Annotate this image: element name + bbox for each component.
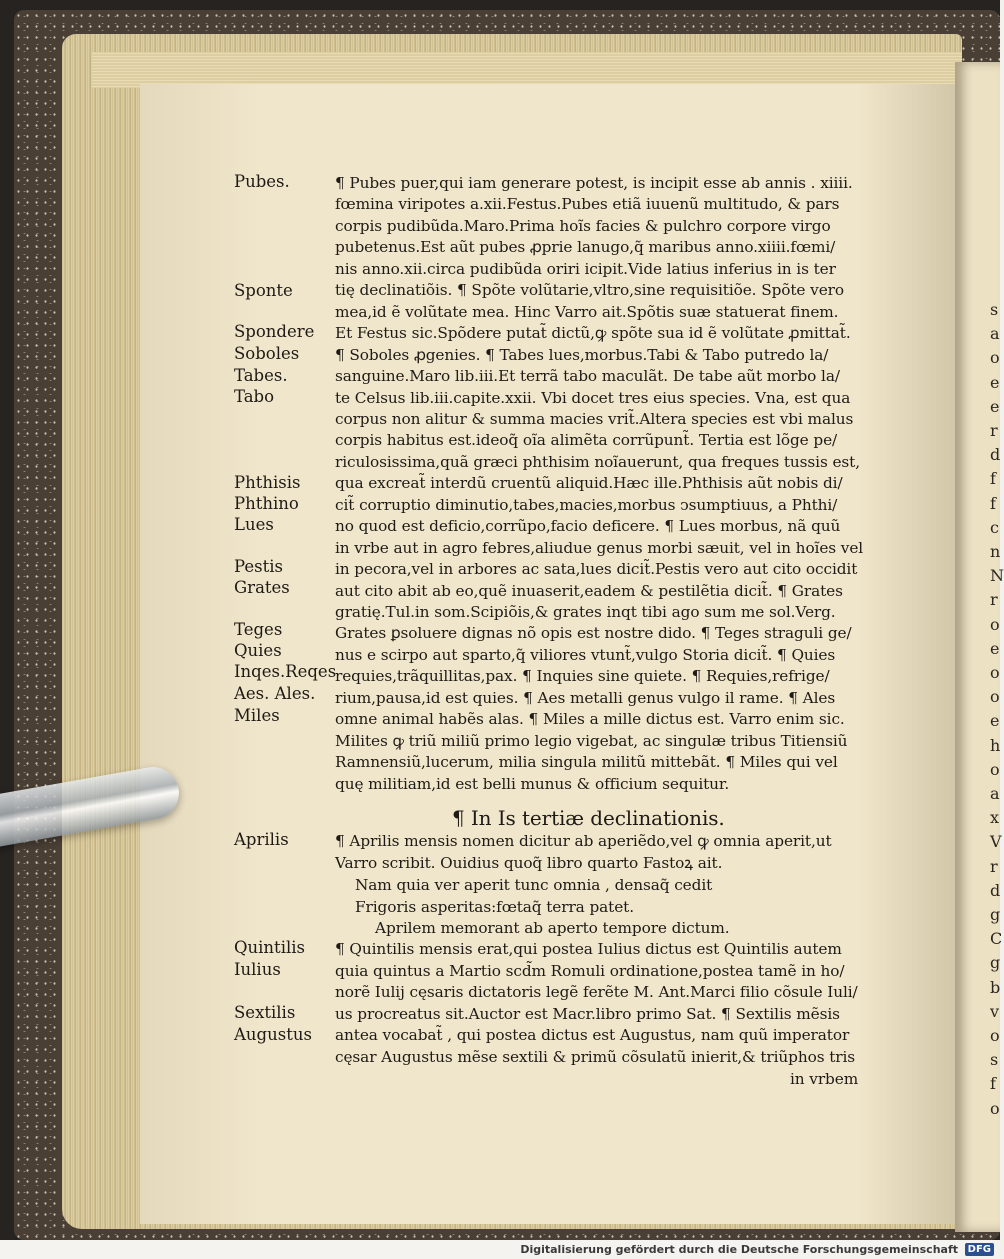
text-line: aut cito abit ab eo,quẽ inuaserit,eadem & pestilẽtia dicit̃. ¶ Grates [335,581,843,600]
margin-label: Spondere [234,322,315,341]
margin-label: Soboles [234,344,300,363]
edge-letter: r [990,421,998,440]
text-line: nis anno.xii.circa pudibũda oriri icipit.Vide latius inferius in is ter [335,259,836,278]
text-line: fœmina viripotes a.xii.Festus.Pubes etiã iuuenũ multitudo, & pars [335,195,840,214]
margin-label: Sextilis [234,1003,296,1022]
edge-letter: a [990,784,1000,803]
edge-letter: e [990,372,1000,392]
edge-letter: r [990,856,998,876]
text-line: Et Festus sic.Spõdere putat̃ dictũ,ꝙ spõte sua id ẽ volũtate ꝓmittat̃. [335,324,851,343]
margin-label: Teges [234,620,283,639]
left-page [140,84,955,1224]
margin-label: Lues [234,515,274,534]
catchword: in vrbem [790,1070,859,1088]
text-line: quę militiam,id est belli munus & officium sequitur. [335,774,730,793]
edge-letter: o [990,1098,1000,1118]
margin-label: Miles [234,706,280,725]
edge-letter: o [990,614,1000,634]
edge-letter: e [990,396,1000,416]
text-line: Ramnensiũ,lucerum, milia singula militũ mittebãt. ¶ Miles qui vel [335,753,838,772]
footer-bar [0,1240,1000,1259]
margin-label: Phthisis [234,473,301,492]
text-line: ¶ Aprilis mensis nomen dicitur ab aperiẽdo,vel ꝙ omnia aperit,ut [335,832,832,850]
text-line: sanguine.Maro lib.iii.Et terrã tabo maculãt. De tabe aũt morbo la/ [335,367,840,386]
margin-label: Augustus [234,1025,312,1044]
text-line: corpis habitus est.ideoq̃ oĩa alimẽta corrũpunt̃. Tertia est lõge pe/ [335,431,838,450]
margin-label: Pestis [234,557,283,576]
funding-credit: Digitalisierung gefördert durch die Deutsche Forschungsgemeinschaft [520,1243,958,1256]
text-line: riculosissima,quã græci phthisim noĩauerunt, qua freques tussis est, [335,452,860,471]
margin-label: Phthino [234,494,299,513]
margin-label: Quies [234,641,282,660]
text-line: rium,pausa,id est quies. ¶ Aes metalli genus vulgo il rame. ¶ Ales [335,688,836,707]
edge-letter: x [990,808,1000,828]
margin-label: Aprilis [234,830,289,849]
text-line: norẽ Iulij cęsaris dictatoris legẽ ferẽte M. Ant.Marci filio cõsule Iuli/ [335,983,858,1001]
edge-letter: h [990,735,1001,755]
section-heading: ¶ In Is tertiæ declinationis. [452,806,725,830]
text-line: ¶ Pubes puer,qui iam generare potest, is incipit esse ab annis . xiiii. [335,174,853,192]
text-line: pubetenus.Est aũt pubes ꝓprie lanugo,q̃ maribus anno.xiiii.fœmi/ [335,238,836,257]
edge-letter: d [990,445,1001,465]
edge-letter: o [990,759,1000,779]
text-line: in pecora,vel in arbores ac sata,lues dicit̃.Pestis vero aut cito occidit [335,560,858,579]
edge-letter: g [990,905,1001,924]
edge-letter: d [990,880,1001,900]
verse-line: Frigoris asperitas:fœtaq̃ terra patet. [355,897,634,916]
margin-label: Tabo [234,387,275,406]
edge-letter: e [990,711,1000,731]
text-line: ¶ Soboles ꝓgenies. ¶ Tabes lues,morbus.Tabi & Tabo putredo la/ [335,345,829,364]
text-line: Milites ꝙ triũ miliũ primo legio vigebat, ac singulæ tribus Titiensiũ [335,731,848,750]
text-line: corpis pudibũda.Maro.Prima hoĩs facies & pulchro corpore virgo [335,216,831,235]
text-line: nus e scirpo aut sparto,q̃ viliores vtunt̃,vulgo Storia dicit̃. ¶ Quies [335,645,836,664]
edge-letter: o [990,1026,1000,1045]
text-line: cęsar Augustus mẽse sextili & primũ cõsulatũ inierit,& triũphos tris [335,1047,856,1066]
dfg-logo: DFG [965,1243,994,1256]
text-line: corpus non alitur & summa macies vrit̃.Altera species est vbi malus [335,409,854,428]
text-line: ¶ Quintilis mensis erat,qui postea Iulius dictus est Quintilis autem [335,940,842,958]
edge-letter: o [990,663,1000,682]
edge-letter: f [990,493,996,513]
text-line: us procreatus sit.Auctor est Macr.libro primo Sat. ¶ Sextilis mẽsis [335,1004,840,1023]
margin-label: Aes. Ales. [234,684,316,703]
text-line: qua excreat̃ interdũ cruentũ aliquid.Hæc ille.Phthisis aũt nobis di/ [335,474,843,493]
text-line: omne animal habẽs alas. ¶ Miles a mille dictus est. Varro enim sic. [335,710,845,729]
edge-letter: n [990,542,1001,561]
text-line: no quod est deficio,corrũpo,facio deficere. ¶ Lues morbus, nã quũ [335,517,841,536]
verse-line: Nam quia ver aperit tunc omnia , densaq̃ cedit [355,876,713,894]
edge-letter: C [990,929,1003,949]
edge-letter: r [990,590,998,610]
margin-label: Tabes. [234,366,288,385]
text-line: tię declinatiõis. ¶ Spõte volũtarie,vltro,sine requisitiõe. Spõte vero [335,281,844,300]
edge-letter: o [990,687,1000,707]
margin-label: Pubes. [234,172,290,191]
margin-label: Iulius [234,960,281,979]
margin-label: Inqes.Reqes [234,662,337,681]
edge-letter: b [990,977,1001,997]
edge-letter: c [990,517,999,537]
text-line: cit̃ corruptio diminutio,tabes,macies,morbus ↄsumptiuus, a Phthi/ [335,495,838,514]
text-line: te Celsus lib.iii.capite.xxii. Vbi docet tres eius species. Vna, est qua [335,388,851,407]
margin-label: Grates [234,578,290,597]
margin-label: Quintilis [234,938,305,957]
margin-label: Sponte [234,281,293,300]
edge-letter: s [990,1050,999,1070]
text-line: quia quintus a Martio scd̃m Romuli ordinatione,postea tamẽ in ho/ [335,961,845,980]
edge-letter: f [990,469,996,489]
edge-letter: a [990,324,1000,344]
edge-letter: e [990,638,1000,658]
edge-letter: V [990,832,1002,852]
edge-letter: o [990,348,1000,368]
edge-letter: f [990,1074,996,1094]
edge-letter: N [990,566,1004,586]
page-edges-top [92,52,962,88]
edge-letter: s [990,300,999,319]
text-line: in vrbe aut in agro febres,aliudue genus morbi sæuit, vel in hoĩes vel [335,538,864,557]
text-line: gratię.Tul.in som.Scipiõis,& grates inqt tibi ago sum me sol.Verg. [335,603,836,621]
edge-letter: g [990,953,1001,973]
text-line: Varro scribit. Ouidius quoq̃ libro quarto Fastoꝝ ait. [335,853,723,872]
verse-line: Aprilem memorant ab aperto tempore dictum. [375,919,730,937]
text-line: mea,id ẽ volũtate mea. Hinc Varro ait.Spõtis suæ statuerat finem. [335,302,839,321]
edge-letter: v [990,1001,1000,1021]
text-line: requies,trãquillitas,pax. ¶ Inquies sine quiete. ¶ Requies,refrige/ [335,667,830,686]
text-line: antea vocabat̃ , qui postea dictus est Augustus, nam quũ imperator [335,1026,850,1044]
text-line: Grates ꝑsoluere dignas nõ opis est nostre dido. ¶ Teges straguli ge/ [335,624,852,643]
